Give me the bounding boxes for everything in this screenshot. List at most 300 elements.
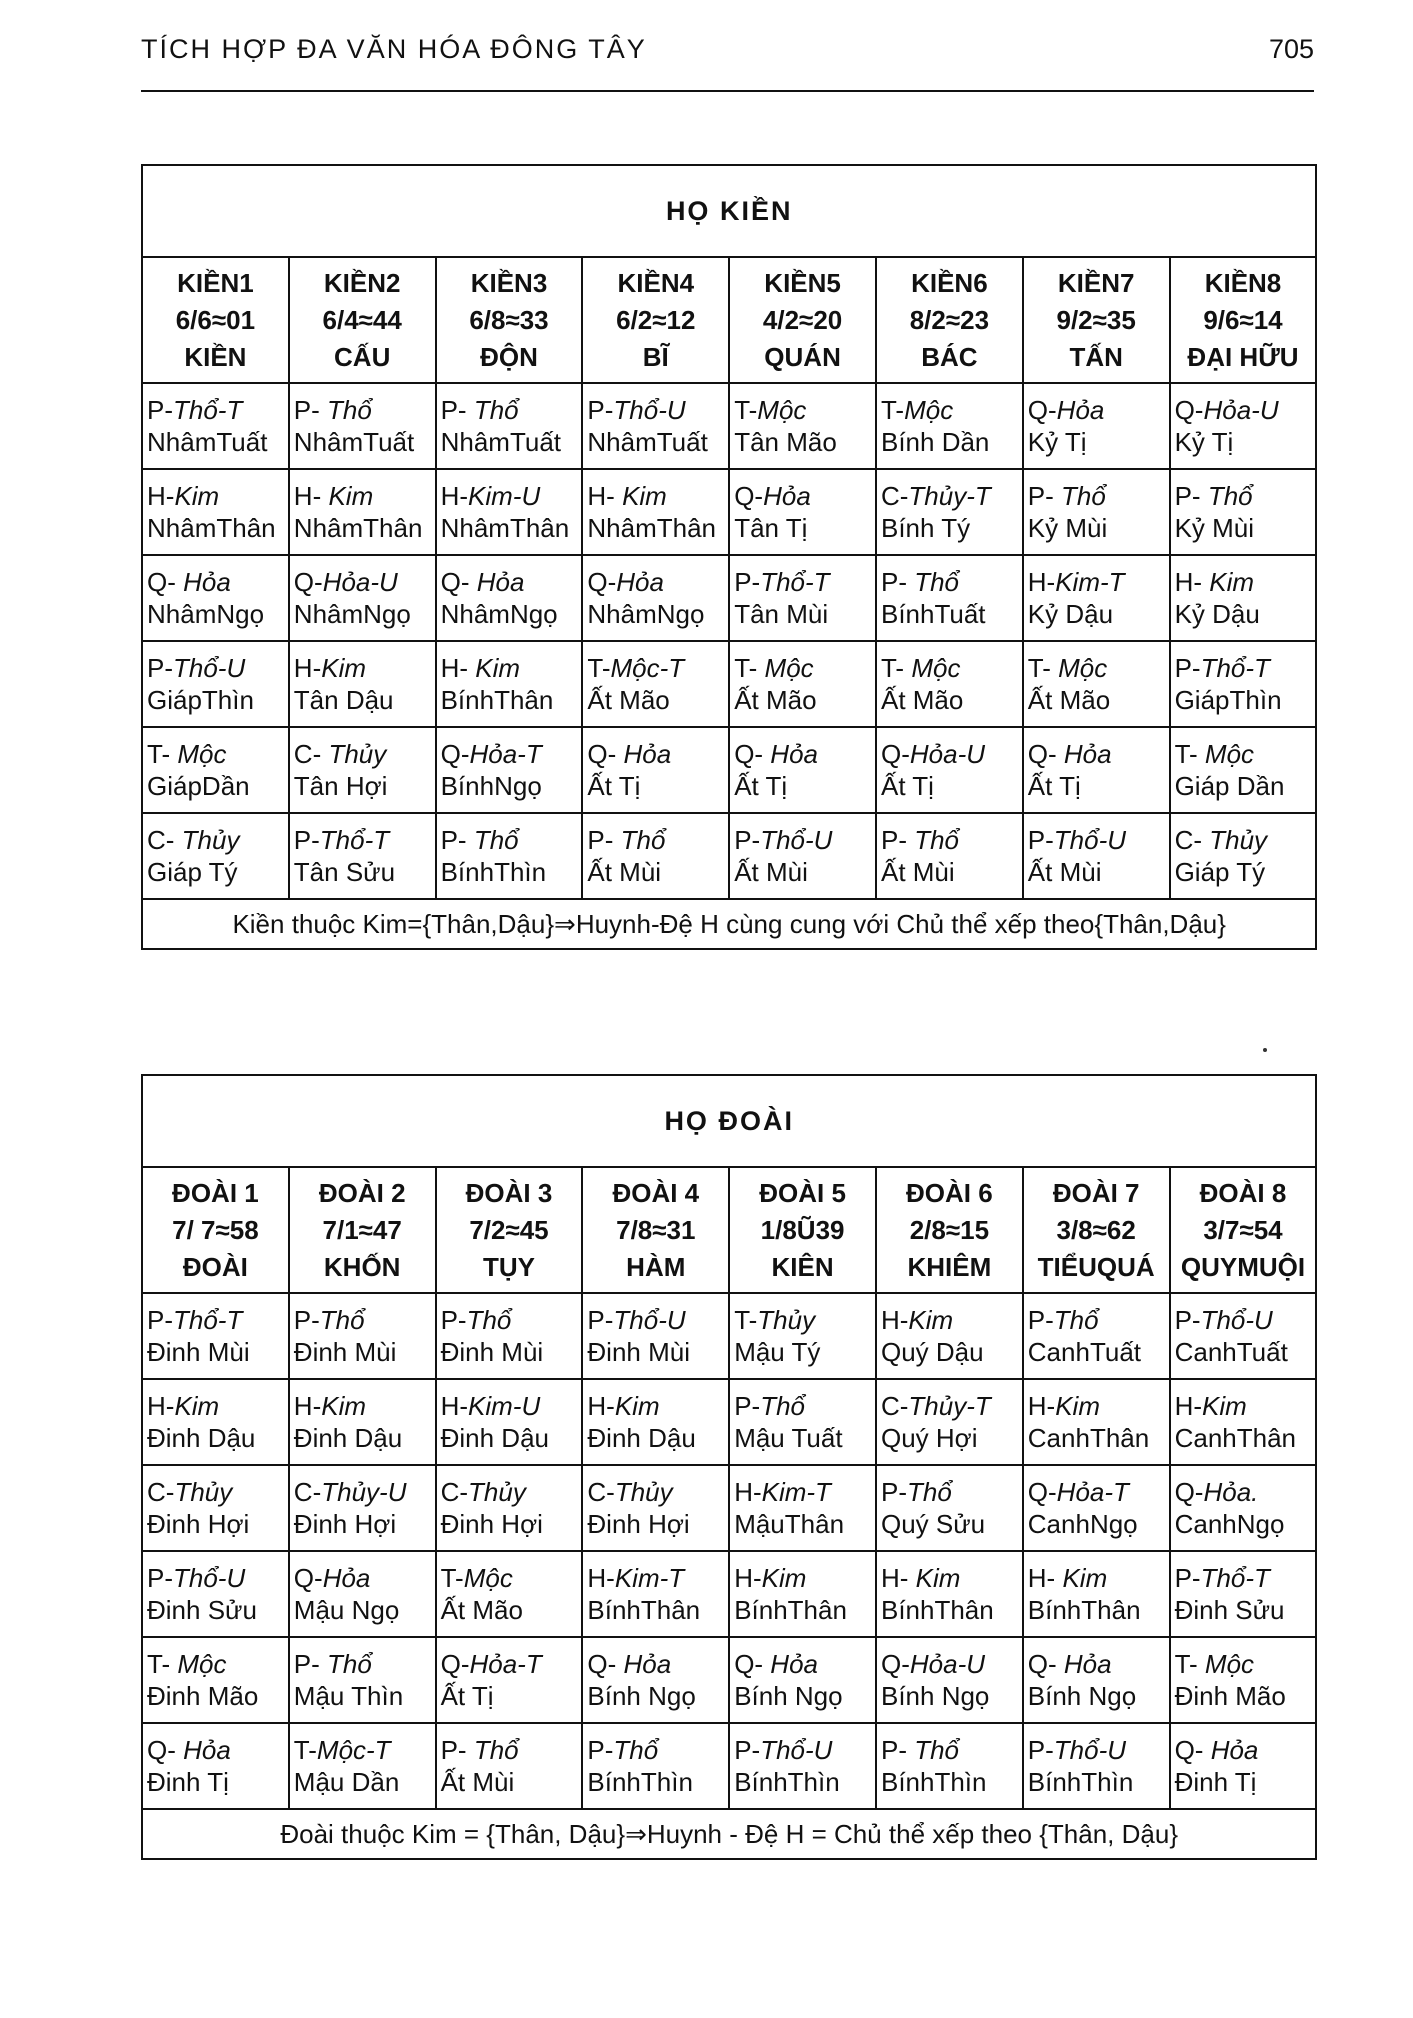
element-line xyxy=(441,566,578,598)
element-line xyxy=(587,566,724,598)
table-cell xyxy=(729,1723,876,1809)
relation-prefix: Q- xyxy=(1027,395,1057,425)
column-label: ĐOÀI 2 xyxy=(318,1177,406,1208)
relation-prefix: P- xyxy=(1027,1305,1054,1335)
element-name: Kim xyxy=(321,653,367,683)
table-row xyxy=(142,727,1316,813)
table-cell xyxy=(142,1379,289,1465)
table-cell xyxy=(436,1637,583,1723)
relation-prefix: P- xyxy=(587,1735,614,1765)
column-header xyxy=(142,1167,289,1293)
table-cell xyxy=(876,1723,1023,1809)
column-code: 3/8≈62 xyxy=(1056,1214,1136,1245)
relation-prefix: P- xyxy=(734,1391,761,1421)
page-header xyxy=(141,28,1314,92)
element-name: Thủy xyxy=(468,1477,526,1507)
stem-branch: Đinh Hợi xyxy=(293,1509,397,1539)
element-line xyxy=(147,1648,284,1680)
element-line xyxy=(1028,824,1165,856)
relation-prefix: H- xyxy=(1174,567,1210,597)
element-name: Thổ xyxy=(914,825,960,855)
table-cell xyxy=(142,727,289,813)
table-cell xyxy=(1170,1637,1317,1723)
element-name: Kim xyxy=(1209,567,1255,597)
relation-prefix: H- xyxy=(293,653,322,683)
relation-prefix: Q- xyxy=(880,1649,910,1679)
stem-branch: Tân Mùi xyxy=(734,599,829,629)
stem-branch: GiápThìn xyxy=(1174,685,1282,715)
element-line xyxy=(734,1734,871,1766)
relation-prefix: P- xyxy=(587,395,614,425)
stem-branch: Bính Ngọ xyxy=(587,1681,696,1711)
element-name: Hỏa xyxy=(623,1649,672,1679)
element-line xyxy=(881,1734,1018,1766)
column-header xyxy=(1023,257,1170,383)
column-name: ĐẠI HỮU xyxy=(1187,341,1299,372)
relation-prefix: Q- xyxy=(1174,1477,1204,1507)
element-line xyxy=(294,1390,431,1422)
element-name: Mộc xyxy=(463,1563,513,1593)
relation-prefix: C- xyxy=(440,1477,469,1507)
stem-branch: NhâmNgọ xyxy=(147,599,265,629)
relation-prefix: Q- xyxy=(734,739,771,769)
relation-prefix: P- xyxy=(293,1305,320,1335)
stem-branch: Ất Mùi xyxy=(734,857,808,887)
table-cell xyxy=(1170,813,1317,899)
element-line xyxy=(587,1390,724,1422)
table-cell xyxy=(582,1465,729,1551)
element-line xyxy=(1175,1390,1312,1422)
stem-branch: Kỷ Mùi xyxy=(1027,513,1108,543)
table-cell xyxy=(436,1465,583,1551)
element-line xyxy=(147,1562,284,1594)
table-cell xyxy=(436,383,583,469)
relation-prefix: T- xyxy=(880,653,912,683)
table-cell xyxy=(582,1637,729,1723)
table-row xyxy=(142,1723,1316,1809)
element-line xyxy=(881,480,1018,512)
column-code: 4/2≈20 xyxy=(762,304,843,335)
column-code: 6/6≈01 xyxy=(175,304,256,335)
stem-branch: BínhThân xyxy=(734,1595,847,1625)
ho-kien-table xyxy=(141,164,1317,950)
element-line xyxy=(1175,1304,1312,1336)
table-cell xyxy=(142,1637,289,1723)
column-header xyxy=(1170,257,1317,383)
element-line xyxy=(881,1648,1018,1680)
stem-branch: Đinh Mùi xyxy=(147,1337,250,1367)
column-label: ĐOÀI 5 xyxy=(759,1177,846,1208)
table-cell xyxy=(876,555,1023,641)
column-label: ĐOÀI 1 xyxy=(172,1177,259,1208)
element-name: Thổ xyxy=(473,395,519,425)
relation-prefix: P- xyxy=(880,825,915,855)
element-line xyxy=(734,1304,871,1336)
table-cell xyxy=(436,555,583,641)
table-cell xyxy=(582,383,729,469)
stem-branch: CanhNgọ xyxy=(1174,1509,1285,1539)
element-line xyxy=(441,652,578,684)
table-title: HỌ ĐOÀI xyxy=(142,1075,1316,1167)
element-name: Hỏa xyxy=(770,739,818,769)
running-title: TÍCH HỢP ĐA VĂN HÓA ĐÔNG TÂY xyxy=(141,34,647,64)
element-name: Thủy xyxy=(328,739,387,769)
stem-branch: Đinh Mão xyxy=(147,1681,259,1711)
element-name: Hỏa-T xyxy=(469,1649,542,1679)
element-name: Kim xyxy=(1202,1391,1247,1421)
relation-prefix: P- xyxy=(1027,481,1062,511)
column-name: CẤU xyxy=(334,341,391,372)
element-line xyxy=(147,394,284,426)
relation-prefix: P- xyxy=(293,825,320,855)
stem-branch: Ất Mão xyxy=(880,685,964,715)
relation-prefix: T- xyxy=(734,1305,758,1335)
stem-branch: Đinh Dậu xyxy=(440,1423,549,1453)
element-name: Thổ-U xyxy=(613,1305,686,1335)
element-line xyxy=(1175,1648,1312,1680)
element-name: Hỏa-T xyxy=(1056,1477,1129,1507)
element-line xyxy=(734,1476,871,1508)
element-name: Thổ xyxy=(914,1735,960,1765)
element-line xyxy=(1028,566,1165,598)
element-line xyxy=(441,1390,578,1422)
relation-prefix: H- xyxy=(1027,1563,1063,1593)
element-line xyxy=(147,480,284,512)
stem-branch: Mậu Thìn xyxy=(293,1681,404,1711)
table-title: HỌ KIỀN xyxy=(142,165,1316,257)
stem-branch: Giáp Dần xyxy=(1174,771,1285,801)
element-line xyxy=(147,1390,284,1422)
table-cell xyxy=(1170,1723,1317,1809)
column-name: KIỀN xyxy=(184,341,247,372)
table-row xyxy=(142,1551,1316,1637)
table-cell xyxy=(876,1293,1023,1379)
table-cell xyxy=(729,1379,876,1465)
table-cell xyxy=(582,641,729,727)
column-label: KIỀN1 xyxy=(177,267,254,298)
element-name: Thổ xyxy=(319,1305,365,1335)
element-line xyxy=(881,1476,1018,1508)
column-code: 7/ 7≈58 xyxy=(172,1214,259,1245)
column-code: 6/2≈12 xyxy=(616,304,696,335)
element-name: Kim xyxy=(174,1391,220,1421)
relation-prefix: Q- xyxy=(440,1649,470,1679)
relation-prefix: T- xyxy=(1174,739,1205,769)
element-name: Hỏa-T xyxy=(469,739,542,769)
relation-prefix: P- xyxy=(440,825,474,855)
relation-prefix: C- xyxy=(293,739,329,769)
stem-branch: Kỷ Dậu xyxy=(1174,599,1260,629)
table-cell xyxy=(436,1293,583,1379)
stem-branch: Quý Hợi xyxy=(880,1423,978,1453)
stem-branch: Ất Tị xyxy=(440,1681,494,1711)
column-code: 7/8≈31 xyxy=(616,1214,696,1245)
element-name: Thổ xyxy=(620,825,666,855)
table-cell xyxy=(289,469,436,555)
column-label: KIỀN7 xyxy=(1057,267,1135,298)
element-line xyxy=(441,824,578,856)
element-name: Thổ xyxy=(466,1305,512,1335)
stem-branch: BínhThân xyxy=(440,685,554,715)
relation-prefix: T- xyxy=(147,1649,178,1679)
column-code: 9/2≈35 xyxy=(1056,304,1136,335)
table-cell xyxy=(289,1465,436,1551)
table-cell xyxy=(1023,1465,1170,1551)
relation-prefix: T- xyxy=(147,739,178,769)
stem-branch: Đinh Mão xyxy=(1174,1681,1286,1711)
element-line xyxy=(881,1390,1018,1422)
table-cell xyxy=(142,555,289,641)
table-cell xyxy=(289,1379,436,1465)
stem-branch: NhâmThân xyxy=(293,513,423,543)
column-header xyxy=(436,1167,583,1293)
table-cell xyxy=(1170,727,1317,813)
column-name: ĐỘN xyxy=(480,341,538,372)
element-line xyxy=(881,1304,1018,1336)
element-name: Hỏa xyxy=(616,567,664,597)
stem-branch: Đinh Mùi xyxy=(587,1337,690,1367)
table-cell xyxy=(1023,813,1170,899)
element-name: Thổ xyxy=(473,1735,519,1765)
element-line xyxy=(1028,1476,1165,1508)
relation-prefix: T- xyxy=(734,653,765,683)
relation-prefix: H- xyxy=(440,653,476,683)
element-line xyxy=(734,394,871,426)
table-cell xyxy=(436,641,583,727)
relation-prefix: T- xyxy=(1027,653,1059,683)
stem-branch: NhâmNgọ xyxy=(587,599,705,629)
column-header xyxy=(729,1167,876,1293)
table-cell xyxy=(729,469,876,555)
relation-prefix: C- xyxy=(147,1477,175,1507)
element-name: Mộc xyxy=(757,395,807,425)
table-cell xyxy=(582,1293,729,1379)
column-label: KIỀN6 xyxy=(911,267,988,298)
element-name: Thủy-U xyxy=(321,1477,407,1507)
table-row xyxy=(142,1379,1316,1465)
table-cell xyxy=(289,1637,436,1723)
element-name: Thổ-T xyxy=(1200,653,1270,683)
relation-prefix: H- xyxy=(1027,567,1056,597)
element-line xyxy=(147,824,284,856)
relation-prefix: P- xyxy=(587,1305,614,1335)
column-label: ĐOÀI 4 xyxy=(612,1177,700,1208)
element-name: Thổ xyxy=(760,1391,805,1421)
table-cell xyxy=(582,1551,729,1637)
table-cell xyxy=(142,641,289,727)
element-name: Thủy xyxy=(174,1477,233,1507)
column-header xyxy=(876,257,1023,383)
stem-branch: Ất Tị xyxy=(587,771,641,801)
element-name: Thổ xyxy=(613,1735,659,1765)
table-cell xyxy=(876,813,1023,899)
column-header xyxy=(876,1167,1023,1293)
element-name: Thổ-U xyxy=(1053,825,1127,855)
element-name: Kim-T xyxy=(761,1477,831,1507)
column-header xyxy=(1170,1167,1317,1293)
element-line xyxy=(881,738,1018,770)
column-name: ĐOÀI xyxy=(182,1251,248,1282)
element-name: Hỏa xyxy=(763,481,811,511)
stem-branch: Đinh Mùi xyxy=(440,1337,544,1367)
column-code: 9/6≈14 xyxy=(1203,304,1283,335)
stem-branch: Giáp Tý xyxy=(1174,857,1266,887)
table-row xyxy=(142,1637,1316,1723)
element-name: Kim xyxy=(622,481,667,511)
relation-prefix: P- xyxy=(293,1649,328,1679)
table-cell xyxy=(876,383,1023,469)
table-cell xyxy=(1023,641,1170,727)
stem-branch: CanhThân xyxy=(1027,1423,1150,1453)
element-line xyxy=(147,566,284,598)
column-name: QUÁN xyxy=(764,341,841,372)
element-line xyxy=(1175,394,1312,426)
relation-prefix: T- xyxy=(734,395,758,425)
table-cell xyxy=(876,641,1023,727)
element-name: Hỏa-U xyxy=(909,1649,986,1679)
print-speck xyxy=(1263,1048,1267,1052)
element-name: Thổ xyxy=(1053,1305,1099,1335)
table-cell xyxy=(729,1551,876,1637)
element-line xyxy=(587,652,724,684)
element-name: Thổ-U xyxy=(173,653,246,683)
element-line xyxy=(1028,1734,1165,1766)
table-cell xyxy=(1023,1723,1170,1809)
element-line xyxy=(734,566,871,598)
relation-prefix: Q- xyxy=(1027,1477,1057,1507)
relation-prefix: P- xyxy=(1027,825,1054,855)
element-name: Hỏa xyxy=(476,567,525,597)
element-line xyxy=(734,1562,871,1594)
stem-branch: Ất Mùi xyxy=(440,1767,515,1797)
relation-prefix: P- xyxy=(147,1563,173,1593)
relation-prefix: P- xyxy=(880,567,915,597)
table-cell xyxy=(729,555,876,641)
table-cell xyxy=(289,1723,436,1809)
table-cell xyxy=(1023,555,1170,641)
relation-prefix: Q- xyxy=(880,739,910,769)
element-name: Thổ xyxy=(327,1649,372,1679)
relation-prefix: H- xyxy=(734,1563,762,1593)
element-line xyxy=(881,1562,1018,1594)
element-line xyxy=(1028,738,1165,770)
element-line xyxy=(1028,1562,1165,1594)
element-name: Mộc xyxy=(911,653,961,683)
stem-branch: BínhThìn xyxy=(734,1767,840,1797)
stem-branch: BínhThân xyxy=(880,1595,994,1625)
table-cell xyxy=(729,1465,876,1551)
stem-branch: Ất Tị xyxy=(880,771,934,801)
element-line xyxy=(294,1562,431,1594)
stem-branch: Tân Sửu xyxy=(293,857,396,887)
element-line xyxy=(147,1476,284,1508)
relation-prefix: T- xyxy=(587,653,611,683)
relation-prefix: H- xyxy=(293,481,329,511)
element-line xyxy=(294,738,431,770)
element-name: Hỏa xyxy=(1056,395,1105,425)
stem-branch: BínhNgọ xyxy=(440,771,542,801)
element-name: Thổ-U xyxy=(613,395,686,425)
stem-branch: Bính Ngọ xyxy=(1027,1681,1137,1711)
column-label: KIỀN5 xyxy=(764,267,841,298)
element-line xyxy=(1028,1390,1165,1422)
relation-prefix: H- xyxy=(293,1391,322,1421)
stem-branch: BínhThân xyxy=(1027,1595,1141,1625)
element-name: Thủy-T xyxy=(908,1391,991,1421)
table-cell xyxy=(729,641,876,727)
stem-branch: BínhThân xyxy=(587,1595,701,1625)
table-row xyxy=(142,641,1316,727)
relation-prefix: T- xyxy=(293,1735,317,1765)
element-line xyxy=(587,1648,724,1680)
column-label: KIỀN4 xyxy=(617,267,695,298)
element-line xyxy=(1028,480,1165,512)
stem-branch: BínhThìn xyxy=(1027,1767,1134,1797)
stem-branch: NhâmNgọ xyxy=(293,599,411,629)
relation-prefix: T- xyxy=(1174,1649,1205,1679)
table-cell xyxy=(436,727,583,813)
element-line xyxy=(734,652,871,684)
element-line xyxy=(587,1562,724,1594)
table-cell xyxy=(1170,1293,1317,1379)
stem-branch: GiápThìn xyxy=(147,685,254,715)
element-name: Mộc xyxy=(1204,739,1255,769)
element-name: Kim xyxy=(1055,1391,1100,1421)
stem-branch: Đinh Hợi xyxy=(147,1509,250,1539)
element-line xyxy=(294,824,431,856)
element-name: Kim-T xyxy=(614,1563,685,1593)
element-line xyxy=(881,566,1018,598)
table-row xyxy=(142,1293,1316,1379)
table-cell xyxy=(729,1293,876,1379)
element-line xyxy=(587,480,724,512)
table-cell xyxy=(436,469,583,555)
table-cell xyxy=(876,1637,1023,1723)
relation-prefix: P- xyxy=(880,1735,915,1765)
column-name: KHIÊM xyxy=(907,1251,992,1282)
table-cell xyxy=(876,727,1023,813)
stem-branch: Tân Tị xyxy=(734,513,808,543)
stem-branch: Đinh Hợi xyxy=(440,1509,543,1539)
column-code: 2/8≈15 xyxy=(909,1214,990,1245)
stem-branch: GiápDần xyxy=(147,771,250,801)
element-line xyxy=(441,394,578,426)
table-cell xyxy=(1170,1551,1317,1637)
table-note: Kiền thuộc Kim={Thân,Dậu}⇒Huynh-Đệ H cùng cung với Chủ thể xếp theo{Thân,Dậu} xyxy=(142,899,1316,949)
element-name: Hỏa xyxy=(183,1735,231,1765)
table-cell xyxy=(1023,727,1170,813)
table-cell xyxy=(142,383,289,469)
element-name: Thổ xyxy=(327,395,372,425)
table-cell xyxy=(729,1637,876,1723)
relation-prefix: P- xyxy=(1027,1735,1054,1765)
element-line xyxy=(441,1476,578,1508)
relation-prefix: P- xyxy=(147,653,173,683)
column-code: 8/2≈23 xyxy=(909,304,990,335)
stem-branch: Đinh Sửu xyxy=(1174,1595,1285,1625)
element-name: Hỏa xyxy=(183,567,231,597)
column-code: 1/8Ũ39 xyxy=(760,1214,845,1245)
element-line xyxy=(1028,1304,1165,1336)
stem-branch: Đinh Sửu xyxy=(147,1595,257,1625)
stem-branch: Giáp Tý xyxy=(147,857,238,887)
stem-branch: Bính Dần xyxy=(880,427,990,457)
column-name: BÁC xyxy=(921,341,978,372)
element-line xyxy=(147,1734,284,1766)
element-line xyxy=(294,394,431,426)
element-name: Kim-T xyxy=(1055,567,1125,597)
relation-prefix: Q- xyxy=(293,1563,323,1593)
